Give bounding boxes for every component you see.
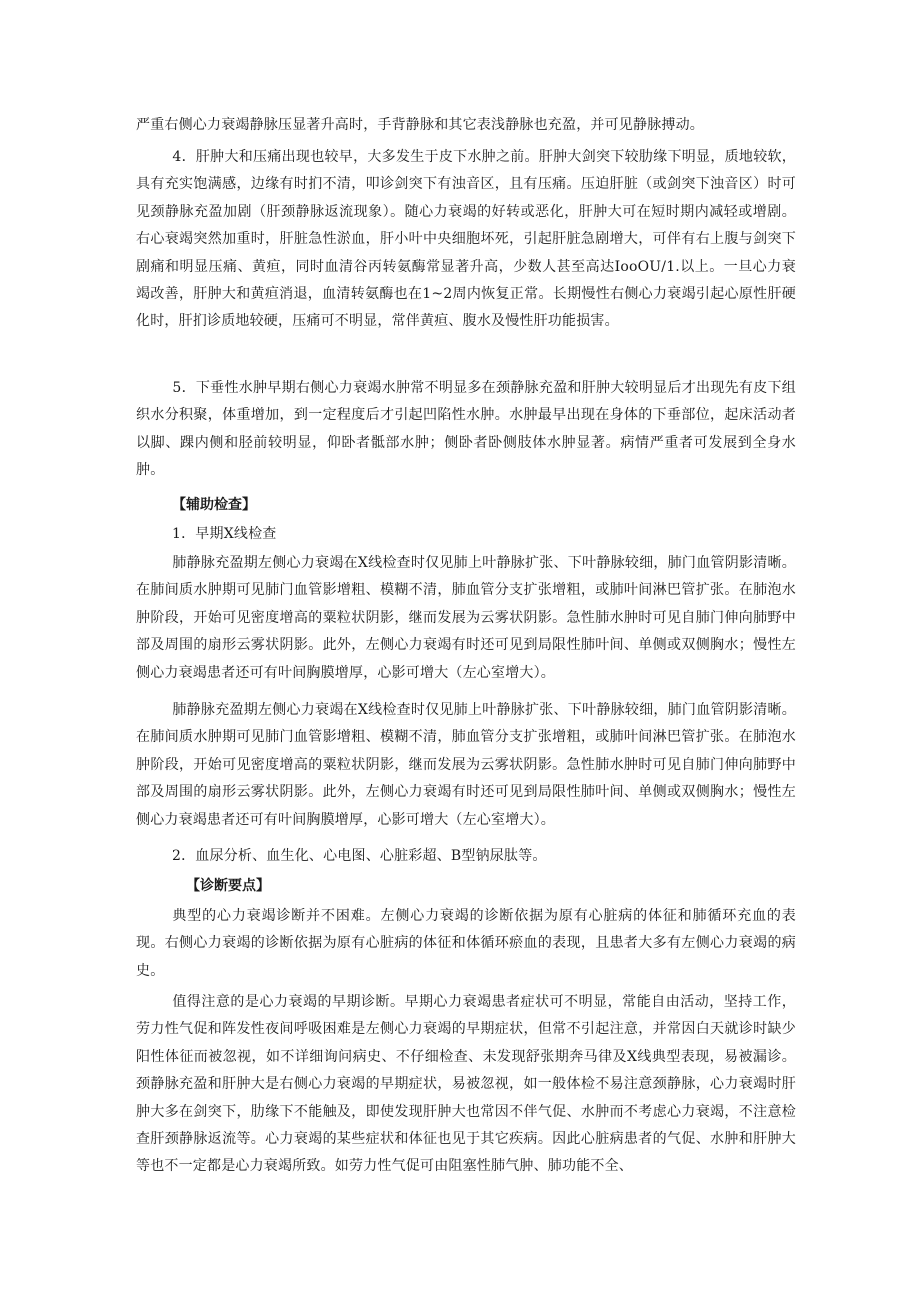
paragraph-hepatomegaly: 4．肝肿大和压痛出现也较早，大多发生于皮下水肿之前。肝肿大剑突下较肋缘下明显，质地较软，具有充实饱满感，边缘有时扪不清，叩诊剑突下有浊音区，且有压痛。压迫肝脏（或剑突下浊音区）时可见颈静脉充盈加剧（肝颈静脉返流现象）。随心力衰竭的好转或恶化，肝肿大可在短时期内减轻或增剧。右心衰竭突然加重时，肝脏急性淤血，肝小叶中央细胞坏死，引起肝脏急剧增大，可伴有右上腹与剑突下剧痛和明显压痛、黄疸，同时血清谷丙转氨酶常显著升高，少数人甚至高达IooOU/1.以上。一旦心力衰竭改善，肝肿大和黄疸消退，血清转氨酶也在1~2周内恢复正常。长期慢性右侧心力衰竭引起心原性肝硬化时，肝扪诊质地较硬，压痛可不明显，常伴黄疸、腹水及慢性肝功能损害。: [136, 149, 796, 330]
paragraph-early-diagnosis: 值得注意的是心力衰竭的早期诊断。早期心力衰竭患者症状可不明显，常能自由活动，坚持工作，劳力性气促和阵发性夜间呼吸困难是左侧心力衰竭的早期症状，但常不引起注意，并常因白天就诊时缺少阳性体征而被忽视，如不详细询问病史、不仔细检查、未发现舒张期奔马律及X线典型表现，易被漏诊。颈静脉充盈和肝肿大是右侧心力衰竭的早期症状，易被忽视，如一般体检不易注意颈静脉，心力衰竭时肝肿大多在剑突下，肋缘下不能触及，即使发现肝肿大也常因不伴气促、水肿而不考虑心力衰竭，不注意检查肝颈静脉返流等。心力衰竭的某些症状和体征也见于其它疾病。因此心脏病患者的气促、水肿和肝肿大等也不一定都是心力衰竭所致。如劳力性气促可由阻塞性肺气肿、肺功能不全、: [136, 994, 796, 1175]
paragraph-xray-findings-1: 肺静脉充盈期左侧心力衰竭在X线检查时仅见肺上叶静脉扩张、下叶静脉较细，肺门血管阴影清晰。在肺间质水肿期可见肺门血管影增粗、模糊不清，肺血管分支扩张增粗，或肺叶间淋巴管扩张。在肺泡水肿阶段，开始可见密度增高的粟粒状阴影，继而发展为云雾状阴影。急性肺水肿时可见自肺门伸向肺野中部及周围的扇形云雾状阴影。此外，左侧心力衰竭有时还可见到局限性肺叶间、单侧或双侧胸水；慢性左侧心力衰竭患者还可有叶间胸膜增厚，心影可增大（左心室增大）。: [136, 555, 796, 681]
section-heading-auxiliary-exam: 【辅助检查】: [172, 497, 256, 513]
paragraph-venous-pressure: 严重右侧心力衰竭静脉压显著升高时，手背静脉和其它表浅静脉也充盈，并可见静脉搏动。: [136, 117, 704, 133]
section-heading-diagnosis: 【诊断要点】: [186, 878, 270, 894]
paragraph-typical-diagnosis: 典型的心力衰竭诊断并不困难。左侧心力衰竭的诊断依据为原有心脏病的体征和肺循环充血的表现。右侧心力衰竭的诊断依据为原有心脏病的体征和体循环瘀血的表现，且患者大多有左侧心力衰竭的病史。: [136, 908, 796, 979]
paragraph-lab-tests: 2．血尿分析、血生化、心电图、心脏彩超、B型钠尿肽等。: [172, 848, 547, 864]
paragraph-edema: 5．下垂性水肿早期右侧心力衰竭水肿常不明显多在颈静脉充盈和肝肿大较明显后才出现先有皮下组织水分积聚，体重增加，到一定程度后才引起凹陷性水肿。水肿最早出现在身体的下垂部位，起床活动者以脚、踝内侧和胫前较明显，仰卧者骶部水肿；侧卧者卧侧肢体水肿显著。病情严重者可发展到全身水肿。: [136, 380, 796, 479]
paragraph-xray-findings-2: 肺静脉充盈期左侧心力衰竭在X线检查时仅见肺上叶静脉扩张、下叶静脉较细，肺门血管阴影清晰。在肺间质水肿期可见肺门血管影增粗、模糊不清，肺血管分支扩张增粗，或肺叶间淋巴管扩张。在肺泡水肿阶段，开始可见密度增高的粟粒状阴影，继而发展为云雾状阴影。急性肺水肿时可见自肺门伸向肺野中部及周围的扇形云雾状阴影。此外，左侧心力衰竭有时还可见到局限性肺叶间、单侧或双侧胸水；慢性左侧心力衰竭患者还可有叶间胸膜增厚，心影可增大（左心室增大）。: [136, 702, 796, 828]
subheading-early-xray: 1．早期X线检查: [172, 526, 277, 542]
